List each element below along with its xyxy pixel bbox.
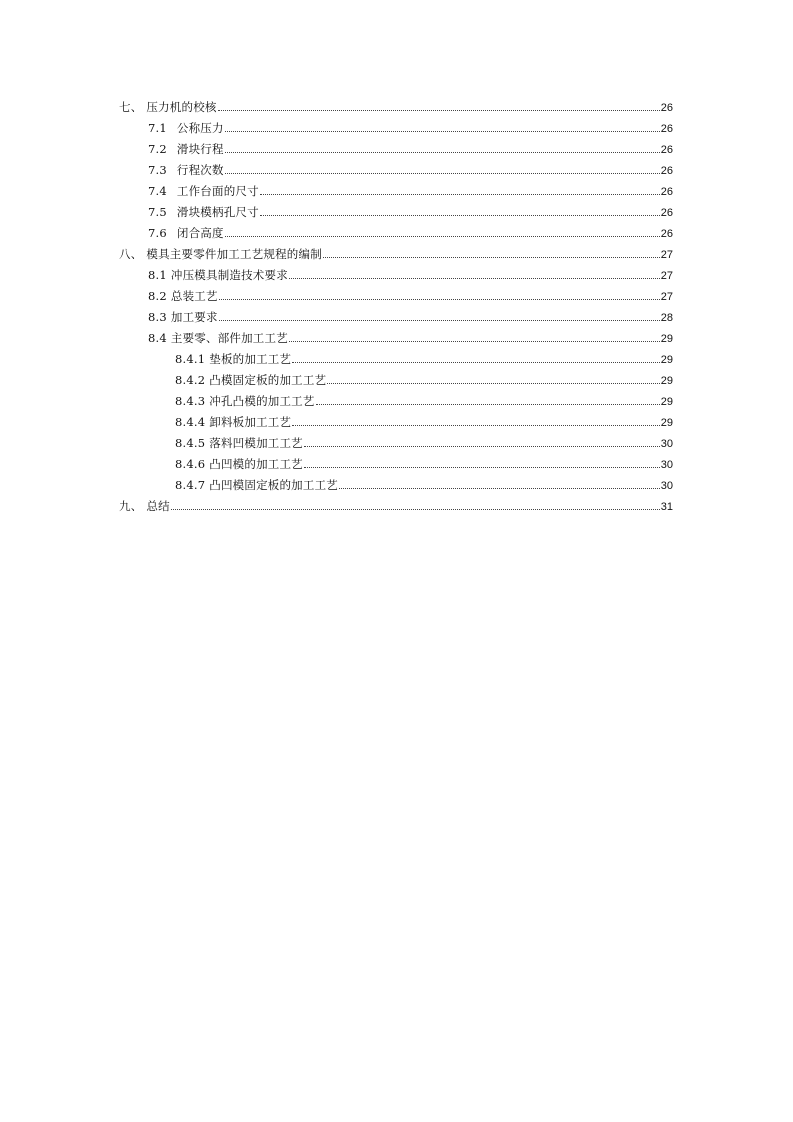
toc-entry-8-4-7[interactable] xyxy=(119,475,673,496)
toc-entry-number: 7.5 xyxy=(148,205,167,219)
table-of-contents xyxy=(119,97,673,517)
toc-entry-title: 压力机的校核 xyxy=(146,100,217,114)
toc-dot-leader xyxy=(219,320,660,321)
toc-entry-7-3[interactable] xyxy=(119,160,673,181)
toc-entry-title: 滑块行程 xyxy=(176,142,224,156)
toc-entry-text xyxy=(148,118,224,139)
toc-dot-leader xyxy=(225,173,660,174)
toc-entry-number: 8.2 xyxy=(148,289,167,303)
toc-entry-text xyxy=(148,202,259,223)
toc-entry-text xyxy=(175,349,291,370)
toc-entry-number: 8.4.3 xyxy=(175,394,206,408)
toc-entry-text xyxy=(175,475,338,496)
toc-entry-7-5[interactable] xyxy=(119,202,673,223)
toc-entry-number: 8.3 xyxy=(148,310,167,324)
toc-entry-title: 卸料板加工工艺 xyxy=(209,415,292,429)
toc-page-number: 30 xyxy=(660,438,673,450)
toc-entry-title: 闭合高度 xyxy=(176,226,224,240)
toc-entry-text xyxy=(175,412,291,433)
toc-entry-8-3[interactable] xyxy=(119,307,673,328)
toc-entry-number: 7.6 xyxy=(148,226,167,240)
toc-page-number: 30 xyxy=(660,480,673,492)
toc-entry-title: 冲孔凸模的加工工艺 xyxy=(209,394,315,408)
toc-page-number: 26 xyxy=(660,186,673,198)
toc-entry-text xyxy=(148,181,259,202)
toc-entry-number: 8.4.1 xyxy=(175,352,206,366)
toc-entry-text xyxy=(148,223,224,244)
toc-entry-title: 总装工艺 xyxy=(170,289,218,303)
toc-entry-title: 冲压模具制造技术要求 xyxy=(170,268,288,282)
toc-entry-8-4-2[interactable] xyxy=(119,370,673,391)
toc-entry-text xyxy=(148,328,288,349)
toc-entry-number: 8.1 xyxy=(148,268,167,282)
toc-entry-title: 行程次数 xyxy=(176,163,224,177)
toc-dot-leader xyxy=(292,425,660,426)
toc-entry-title: 主要零、部件加工工艺 xyxy=(170,331,288,345)
toc-entry-7-6[interactable] xyxy=(119,223,673,244)
toc-page-number: 26 xyxy=(660,165,673,177)
toc-page-number: 28 xyxy=(660,312,673,324)
toc-page-number: 27 xyxy=(660,270,673,282)
toc-dot-leader xyxy=(323,257,660,258)
toc-entry-title: 公称压力 xyxy=(176,121,224,135)
toc-page-number: 26 xyxy=(660,123,673,135)
toc-entry-text xyxy=(119,244,322,265)
toc-entry-number: 八、 xyxy=(119,247,143,261)
toc-entry-title: 工作台面的尺寸 xyxy=(176,184,259,198)
toc-entry-number: 7.1 xyxy=(148,121,167,135)
toc-page-number: 31 xyxy=(660,501,673,513)
toc-dot-leader xyxy=(171,509,660,510)
toc-entry-text xyxy=(148,307,218,328)
toc-page-number: 29 xyxy=(660,375,673,387)
toc-entry-8-4-4[interactable] xyxy=(119,412,673,433)
toc-dot-leader xyxy=(289,341,660,342)
toc-dot-leader xyxy=(225,152,660,153)
toc-entry-title: 加工要求 xyxy=(170,310,218,324)
toc-entry-number: 8.4.2 xyxy=(175,373,206,387)
toc-entry-text xyxy=(148,286,218,307)
toc-entry-number: 7.2 xyxy=(148,142,167,156)
toc-entry-7-1[interactable] xyxy=(119,118,673,139)
toc-entry-title: 落料凹模加工工艺 xyxy=(209,436,303,450)
toc-entry-title: 凸凹模固定板的加工工艺 xyxy=(209,478,338,492)
toc-entry-8-4-1[interactable] xyxy=(119,349,673,370)
toc-entry-number: 8.4.4 xyxy=(175,415,206,429)
toc-dot-leader xyxy=(304,467,660,468)
toc-dot-leader xyxy=(219,299,660,300)
toc-dot-leader xyxy=(289,278,660,279)
toc-entry-8-4-5[interactable] xyxy=(119,433,673,454)
toc-entry-text xyxy=(119,496,170,517)
toc-page-number: 29 xyxy=(660,354,673,366)
toc-entry-number: 九、 xyxy=(119,499,143,513)
toc-entry-number: 7.4 xyxy=(148,184,167,198)
toc-entry-8-4-6[interactable] xyxy=(119,454,673,475)
toc-page-number: 29 xyxy=(660,417,673,429)
toc-dot-leader xyxy=(225,236,660,237)
toc-entry-title: 凸模固定板的加工工艺 xyxy=(209,373,327,387)
toc-page-number: 30 xyxy=(660,459,673,471)
toc-entry-chapter-9[interactable] xyxy=(119,496,673,517)
toc-entry-number: 8.4 xyxy=(148,331,167,345)
toc-page-number: 26 xyxy=(660,144,673,156)
toc-entry-8-4-3[interactable] xyxy=(119,391,673,412)
toc-entry-text xyxy=(175,433,303,454)
toc-entry-text xyxy=(148,265,288,286)
toc-page-number: 26 xyxy=(660,228,673,240)
toc-page-number: 27 xyxy=(660,291,673,303)
toc-entry-title: 垫板的加工工艺 xyxy=(209,352,292,366)
toc-dot-leader xyxy=(316,404,660,405)
toc-dot-leader xyxy=(292,362,660,363)
toc-entry-title: 总结 xyxy=(146,499,170,513)
toc-entry-7-4[interactable] xyxy=(119,181,673,202)
toc-entry-number: 8.4.7 xyxy=(175,478,206,492)
toc-entry-title: 凸凹模的加工工艺 xyxy=(209,457,303,471)
toc-entry-8-2[interactable] xyxy=(119,286,673,307)
toc-entry-7-2[interactable] xyxy=(119,139,673,160)
toc-dot-leader xyxy=(225,131,660,132)
toc-entry-number: 七、 xyxy=(119,100,143,114)
toc-entry-number: 8.4.6 xyxy=(175,457,206,471)
toc-entry-title: 模具主要零件加工工艺规程的编制 xyxy=(146,247,322,261)
toc-entry-text xyxy=(175,391,315,412)
toc-entry-text xyxy=(119,97,217,118)
toc-entry-chapter-8[interactable] xyxy=(119,244,673,265)
toc-entry-8-4[interactable] xyxy=(119,328,673,349)
toc-entry-text xyxy=(175,454,303,475)
toc-entry-number: 8.4.5 xyxy=(175,436,206,450)
toc-dot-leader xyxy=(327,383,659,384)
toc-dot-leader xyxy=(218,110,660,111)
toc-dot-leader xyxy=(260,215,660,216)
toc-entry-text xyxy=(175,370,326,391)
toc-entry-chapter-7[interactable] xyxy=(119,97,673,118)
toc-dot-leader xyxy=(260,194,660,195)
toc-page-number: 29 xyxy=(660,333,673,345)
toc-dot-leader xyxy=(304,446,660,447)
toc-entry-text xyxy=(148,139,224,160)
toc-entry-text xyxy=(148,160,224,181)
toc-page-number: 27 xyxy=(660,249,673,261)
toc-page-number: 29 xyxy=(660,396,673,408)
toc-page-number: 26 xyxy=(660,207,673,219)
toc-dot-leader xyxy=(339,488,660,489)
toc-entry-title: 滑块模柄孔尺寸 xyxy=(176,205,259,219)
toc-entry-number: 7.3 xyxy=(148,163,167,177)
toc-entry-8-1[interactable] xyxy=(119,265,673,286)
toc-page-number: 26 xyxy=(660,102,673,114)
